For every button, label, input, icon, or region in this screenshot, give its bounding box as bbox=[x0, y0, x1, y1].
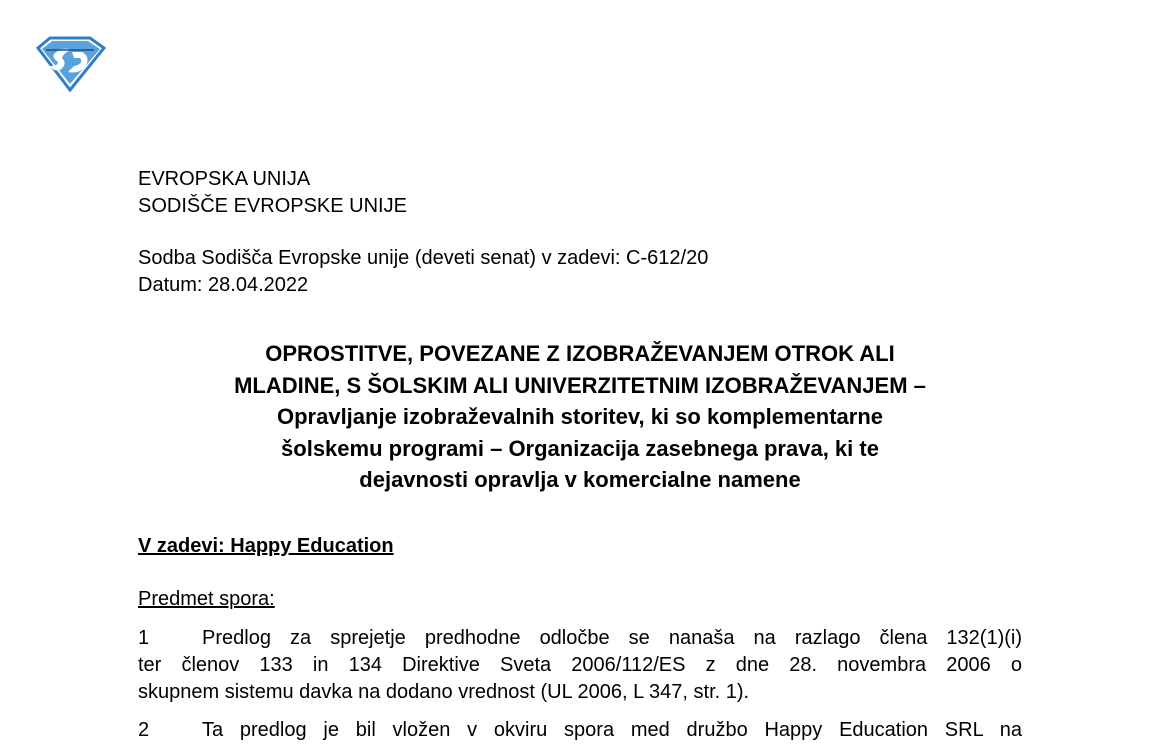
paragraph-line: ter členov 133 in 134 Direktive Sveta 2006/112/ES z dne 28. novembra 2006 o bbox=[138, 654, 1022, 676]
title-line: šolskemu programi – Organizacija zasebnega prava, ki te bbox=[281, 435, 879, 461]
section-heading-predmet: Predmet spora: bbox=[138, 588, 275, 610]
case-info bbox=[138, 245, 708, 299]
document-title bbox=[138, 338, 1022, 496]
paragraph-line: skupnem sistemu davka na dodano vrednost (UL 2006, L 347, str. 1). bbox=[138, 681, 750, 703]
title-line: OPROSTITVE, POVEZANE Z IZOBRAŽEVANJEM OTROK ALI bbox=[265, 341, 895, 366]
case-subject: V zadevi: Happy Education bbox=[138, 535, 394, 557]
paragraph-number: 2 bbox=[138, 719, 150, 741]
court-header bbox=[138, 166, 407, 220]
title-line: Opravljanje izobraževalnih storitev, ki so komplementarne bbox=[276, 404, 883, 429]
diamond-logo-icon bbox=[34, 36, 106, 92]
title-line: dejavnosti opravlja v komercialne namene bbox=[359, 467, 801, 492]
header-line-court: SODIŠČE EVROPSKE UNIJE bbox=[138, 195, 407, 217]
paragraph-line bbox=[138, 717, 1022, 744]
case-date: Datum: 28.04.2022 bbox=[138, 274, 309, 296]
paragraph-line bbox=[138, 625, 1022, 652]
paragraph-text: Predlog za sprejetje predhodne odločbe se nanaša na razlago člena 132(1)(i) bbox=[202, 627, 1022, 649]
header-line-eu: EVROPSKA UNIJA bbox=[138, 168, 311, 190]
court-logo bbox=[34, 36, 106, 92]
paragraph-2 bbox=[138, 717, 1022, 744]
paragraph-1 bbox=[138, 625, 1022, 706]
paragraph-text: Ta predlog je bil vložen v okviru spora med družbo Happy Education SRL na bbox=[202, 719, 1022, 741]
case-reference: Sodba Sodišča Evropske unije (deveti senat) v zadevi: C-612/20 bbox=[138, 247, 709, 269]
paragraph-number: 1 bbox=[138, 627, 150, 649]
title-line: MLADINE, S ŠOLSKIM ALI UNIVERZITETNIM IZOBRAŽEVANJEM – bbox=[234, 372, 926, 398]
